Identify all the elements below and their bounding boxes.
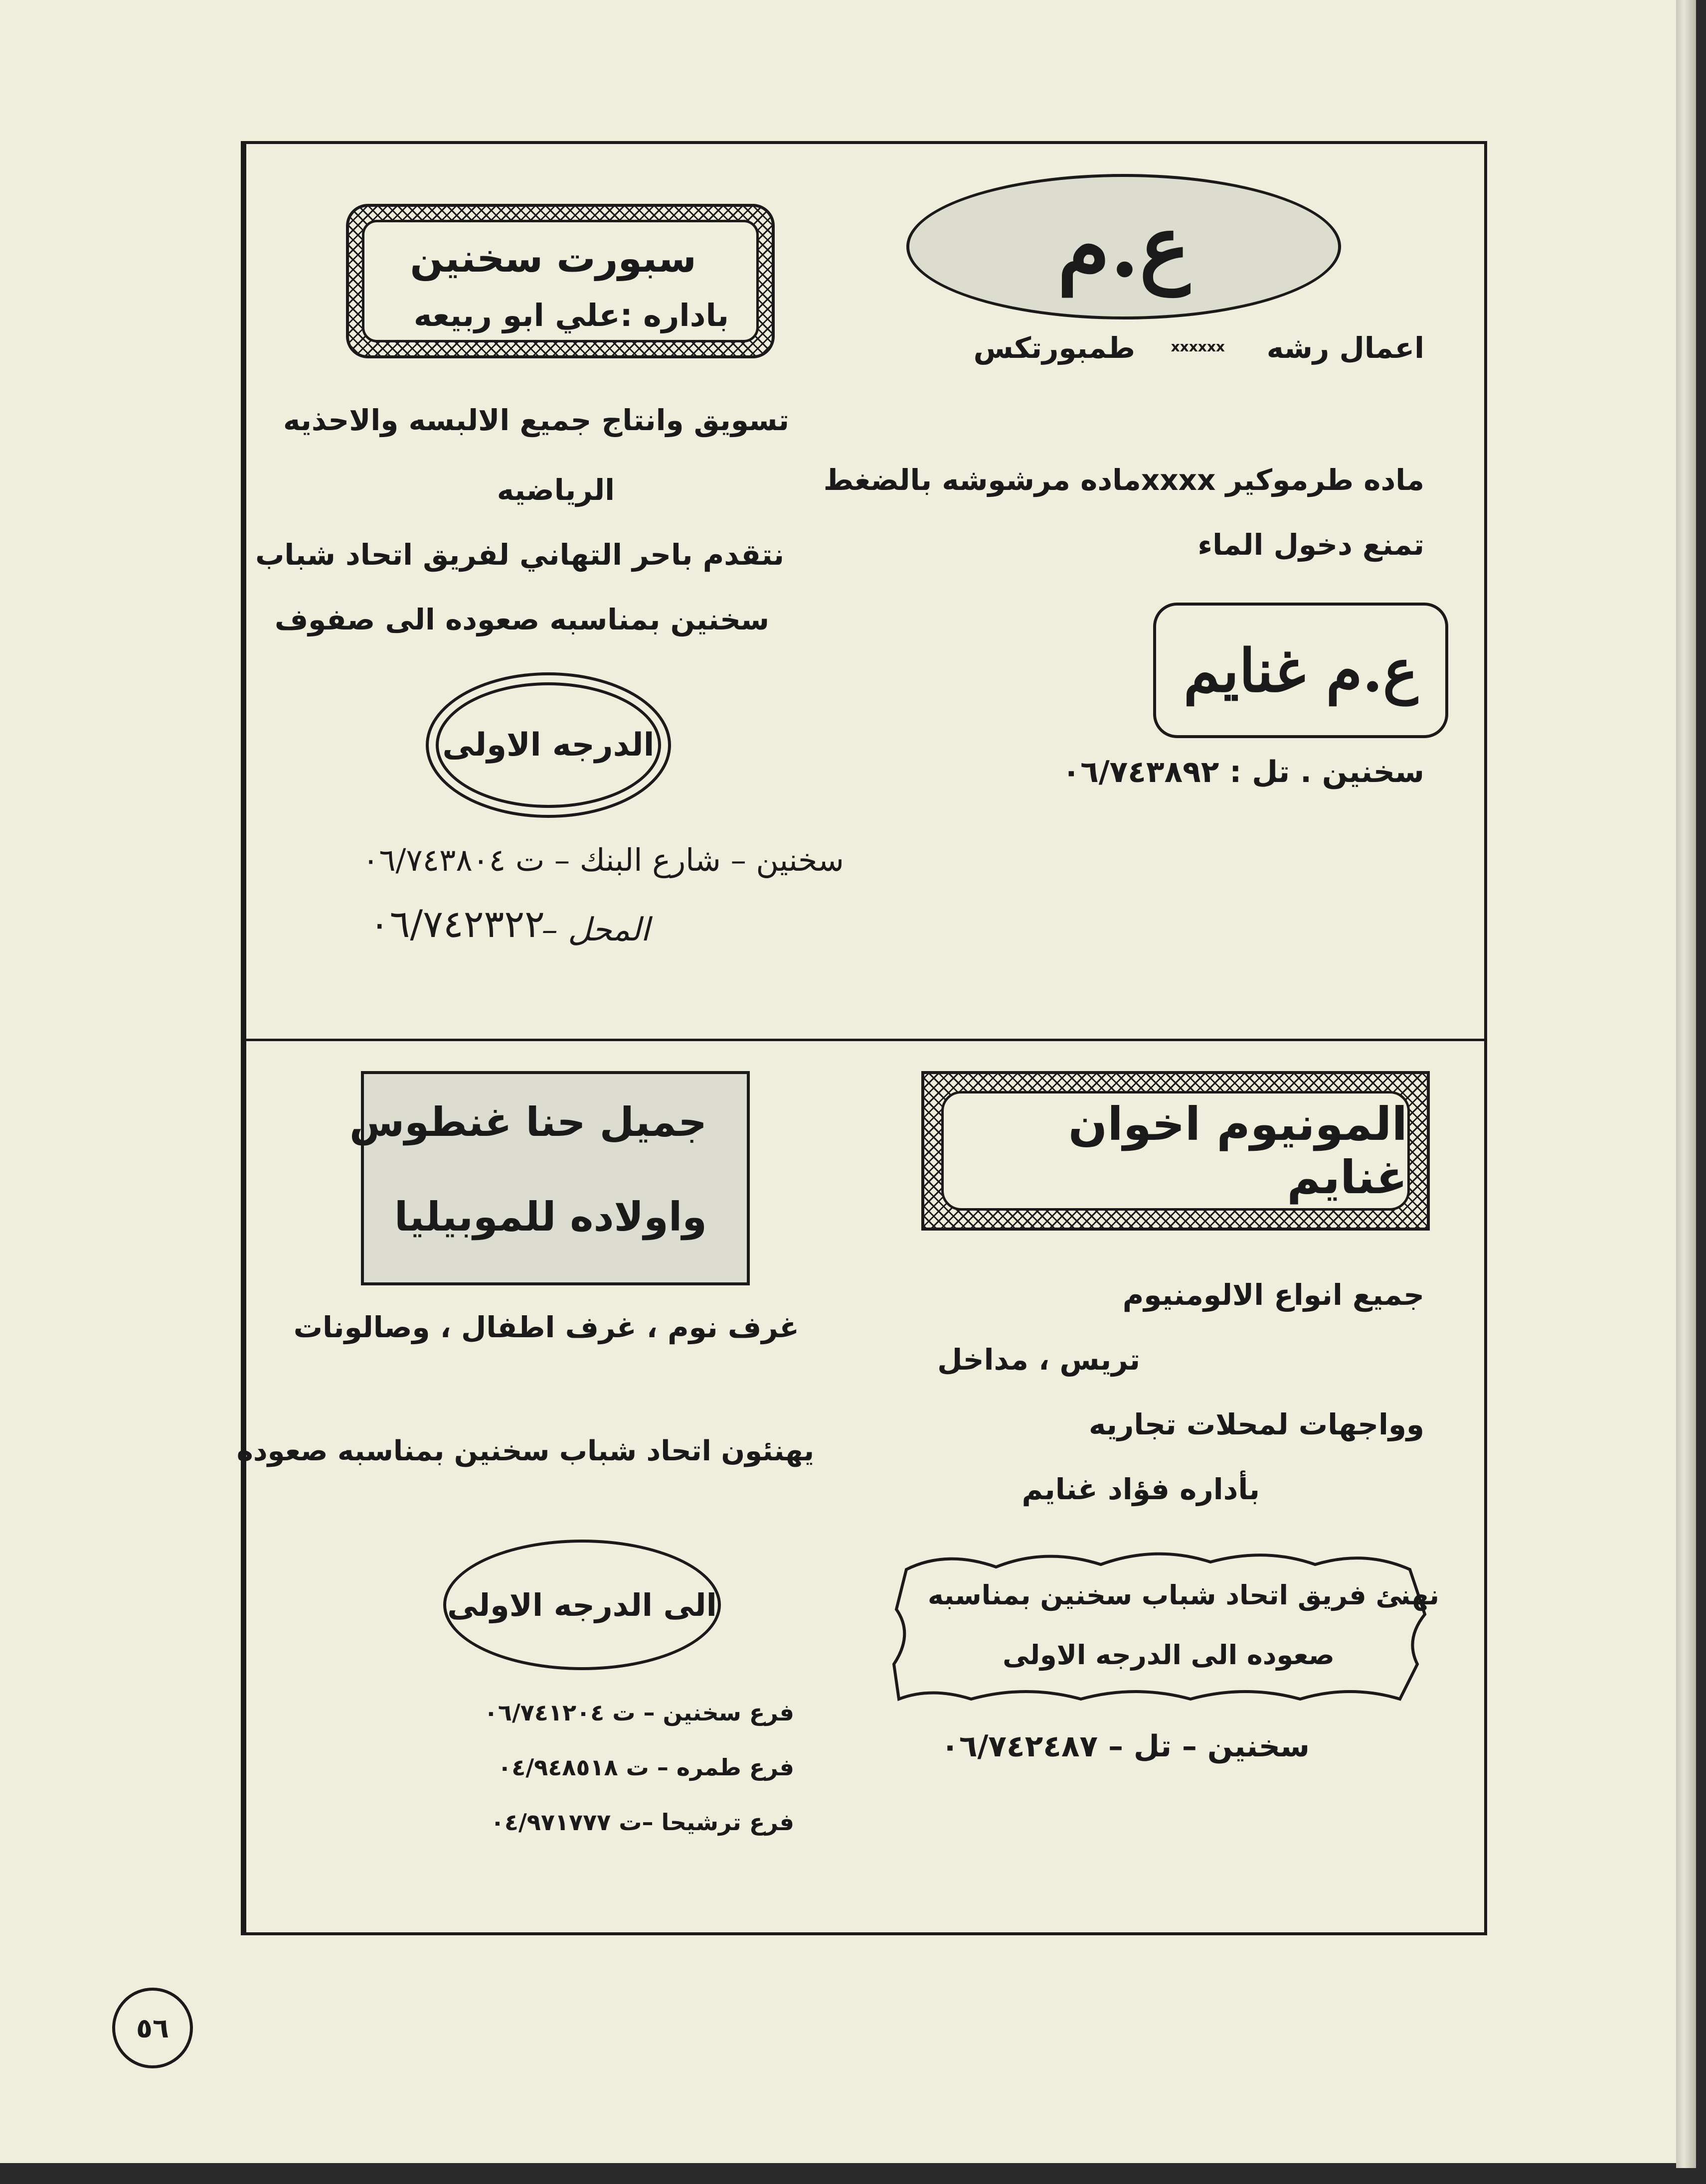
sport-header-frame <box>346 204 775 358</box>
aluminium-line-2: تريس ، مداخل <box>937 1343 1140 1377</box>
furniture-title-2: واولاده للموبيليا <box>394 1194 707 1240</box>
ad-aluminium <box>864 1041 1484 1932</box>
sport-manager: باداره :علي ابو ربيعه <box>413 297 729 333</box>
aluminium-header-frame <box>921 1071 1430 1231</box>
cloud-line-1: نهنئ فريق اتحاد شباب سخنين بمناسبه <box>927 1579 1439 1611</box>
sport-shop-label: المحل – <box>541 912 650 948</box>
furniture-line-1: غرف نوم ، غرف اطفال ، وصالونات <box>293 1310 799 1344</box>
furniture-oval: الى الدرجه الاولى <box>443 1540 721 1670</box>
logo-oval: ع.م <box>906 174 1341 319</box>
spray-contact: سخنين . تل : ٠٦/٧٤٣٨٩٢ <box>1062 755 1424 789</box>
sport-title: سبورت سخنين <box>410 236 696 281</box>
furniture-header-box <box>349 1071 750 1285</box>
ad-sport-sakhnin <box>244 144 864 1041</box>
spray-line-1-right: اعمال رشه <box>1266 331 1424 365</box>
sport-address: سخنين – شارع البنك – ت ٠٦/٧٤٣٨٠٤ <box>362 842 844 878</box>
furniture-branch-1: فرع سخنين – ت ٠٦/٧٤١٢٠٤ <box>484 1699 794 1726</box>
sport-line-2: الرياضيه <box>497 473 615 507</box>
aluminium-line-3: وواجهات لمحلات تجاريه <box>1088 1407 1424 1441</box>
sport-line-4: سخنين بمناسبه صعوده الى صفوف <box>274 603 769 636</box>
aluminium-title: المونيوم اخوان غنايم <box>941 1091 1410 1211</box>
ads-grid <box>236 141 1487 1935</box>
spray-brand: ع.م غنايم <box>1153 603 1448 738</box>
aluminium-line-1: جميع انواع الالومنيوم <box>1122 1278 1424 1312</box>
page-number: ٥٦ <box>112 1988 193 2068</box>
spray-line-2: ماده طرموكير xxxxماده مرشوشه بالضغط <box>823 463 1424 497</box>
aluminium-contact: سخنين – تل – ٠٦/٧٤٢٤٨٧ <box>941 1729 1310 1764</box>
sport-oval-label: الدرجه الاولى <box>436 682 661 808</box>
page-edge <box>1676 0 1696 2168</box>
ad-spray-works <box>823 144 1484 1041</box>
spray-line-1-left: طمبورتكس <box>973 331 1135 365</box>
cloud-line-2: صعوده الى الدرجه الاولى <box>1003 1639 1335 1671</box>
sport-line-3: نتقدم باحر التهاني لفريق اتحاد شباب <box>255 538 784 572</box>
furniture-line-2: يهنئون اتحاد شباب سخنين بمناسبه صعوده <box>236 1435 814 1467</box>
cloud-shape <box>886 1540 1435 1709</box>
spray-line-1-sep: xxxxxx <box>1171 338 1225 355</box>
sport-line-1: تسويق وانتاج جميع الالبسه والاحذيه <box>283 403 789 437</box>
sport-shop-phone: ٠٦/٧٤٢٣٢٢ <box>369 902 545 946</box>
aluminium-line-4: بأداره فؤاد غنايم <box>1022 1472 1260 1506</box>
spray-line-3: تمنع دخول الماء <box>1197 528 1424 562</box>
furniture-branch-2: فرع طمره – ت ٠٤/٩٤٨٥١٨ <box>498 1754 794 1781</box>
ad-furniture <box>236 1041 864 1932</box>
sport-header-inner <box>362 220 759 342</box>
furniture-branch-3: فرع ترشيحا –ت ٠٤/٩٧١٧٧٧ <box>490 1809 794 1836</box>
furniture-title-1: جميل حنا غنطوس <box>349 1099 707 1145</box>
